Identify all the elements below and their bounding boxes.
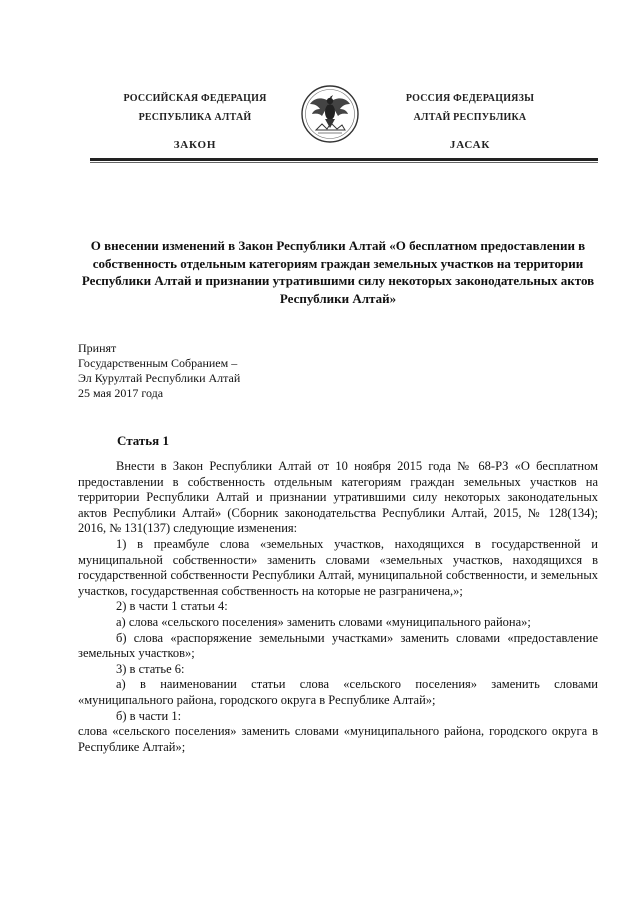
article-paragraph: а) слова «сельского поселения» заменить словами «муниципального района»; (116, 614, 531, 629)
header-left-line1: РОССИЙСКАЯ ФЕДЕРАЦИЯ (123, 93, 267, 104)
coat-of-arms-emblem (300, 82, 360, 146)
article-paragraph: б) в части 1: (116, 708, 182, 723)
header-left-block (100, 89, 290, 155)
article-paragraph: слова «сельского поселения» заменить словами «муниципального района, городского округа в Республике Алтай»; (78, 724, 598, 754)
article-paragraph: а) в наименовании статьи слова «сельского поселения» заменить словами «муниципального района, городского округа в Республике Алтай»; (78, 677, 598, 707)
article-body (78, 459, 598, 755)
header-right-line3: JАСАК (449, 139, 491, 151)
article-paragraph: Внести в Закон Республики Алтай от 10 ноября 2015 года № 68-РЗ «О бесплатном предоставлении в собственность отдельным категориям граждан земельных участков на территории Республики Алтай и признании утратившими силу некоторых законодательных актов Республики Алтай» (Сборник законодательства Республики Алтай, 2015, № 128(134); 2016, № 131(137) следующие изменения: (78, 459, 598, 536)
header-right-block (375, 89, 565, 155)
article-heading: Статья 1 (117, 433, 169, 448)
adoption-line2: Государственным Собранием – (78, 356, 238, 370)
header-left-line2: РЕСПУБЛИКА АЛТАЙ (138, 112, 252, 123)
article-paragraph: 1) в преамбуле слова «земельных участков, находящихся в государственной и муниципальной собственности» заменить словами «земельных участков, находящихся в государственной собственности Республики Алтай, муниципальной собственности, и земельных участков, государственная собственность на которые не разграничена,»; (78, 536, 598, 598)
header-right-line2: АЛТАЙ РЕСПУБЛИКА (413, 112, 527, 123)
header-left-line3: ЗАКОН (173, 139, 217, 151)
article-paragraph: б) слова «распоряжение земельными участками» заменить словами «предоставление земельных участков»; (78, 630, 598, 661)
adoption-line1: Принят (78, 341, 117, 355)
header-right-line1: РОССИЯ ФЕДЕРАЦИЯЗЫ (405, 93, 535, 104)
adoption-date: 25 мая 2017 года (78, 386, 164, 400)
adoption-block (78, 341, 240, 401)
document-title: О внесении изменений в Закон Республики Алтай «О бесплатном предоставлении в собственность отдельным категориям граждан земельных участков на территории Республики Алтай и признании утратившими силу некоторых законодательных актов Республики Алтай» (81, 238, 595, 306)
header-divider-thin (90, 162, 598, 163)
article-paragraph: 3) в статье 6: (116, 661, 185, 676)
article-paragraph: 2) в части 1 статьи 4: (116, 599, 228, 614)
adoption-line3: Эл Курултай Республики Алтай (78, 371, 241, 385)
header-divider-thick (90, 158, 598, 161)
